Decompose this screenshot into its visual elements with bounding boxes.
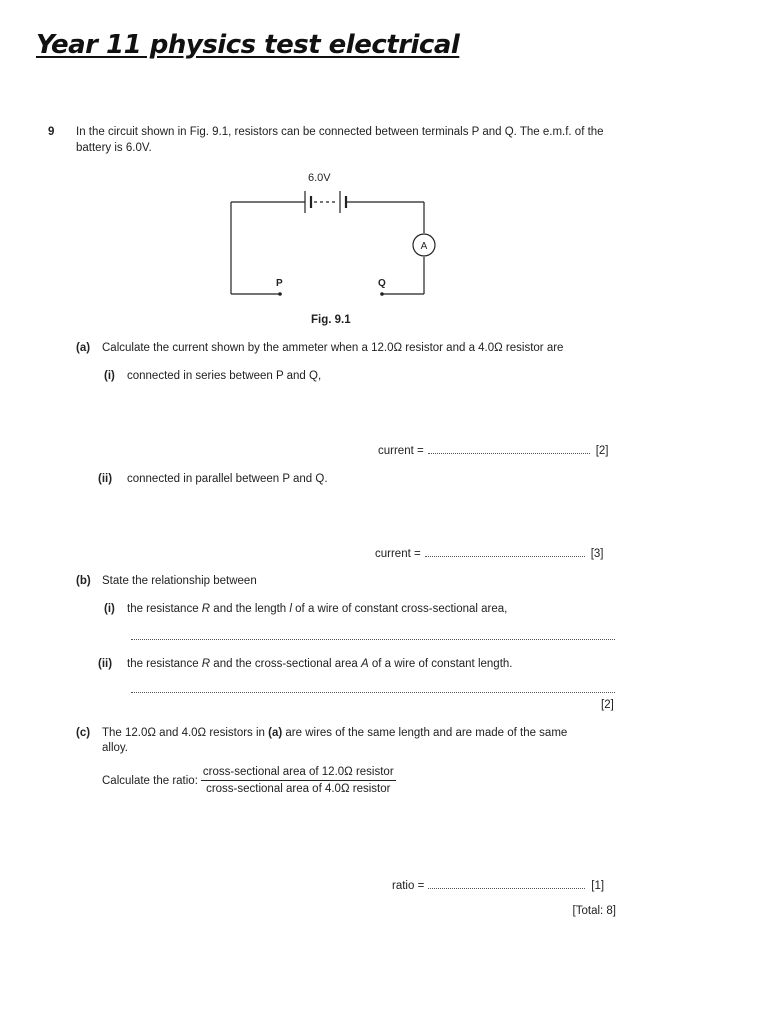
ratio-denominator: cross-sectional area of 4.0Ω resistor <box>206 783 391 795</box>
part-b-ii-answer-line[interactable] <box>131 692 615 693</box>
part-a-i-answer-field[interactable] <box>428 444 590 454</box>
part-a-i-label: (i) <box>104 370 115 382</box>
terminal-p-label: P <box>276 278 283 289</box>
terminal-q-dot <box>380 292 384 296</box>
ratio-fraction <box>201 765 396 796</box>
part-a-ii-answer-row <box>375 546 604 562</box>
part-c-text-line2: alloy. <box>102 742 128 754</box>
part-a-ii-answer-field[interactable] <box>425 547 585 557</box>
figure-caption: Fig. 9.1 <box>311 314 351 326</box>
part-b-text: State the relationship between <box>102 575 257 587</box>
part-a-ii-marks: [3] <box>590 548 604 560</box>
circuit-diagram <box>220 165 450 305</box>
part-b-i-label: (i) <box>104 603 115 615</box>
part-c-marks: [1] <box>591 880 605 892</box>
variable-r: R <box>201 658 211 670</box>
ratio-prompt: Calculate the ratio: <box>102 774 198 787</box>
part-b-ii-text: the resistance R and the cross-sectional area A of a wire of constant length. <box>127 658 513 670</box>
part-a-i-answer-row <box>378 443 609 459</box>
question-number: 9 <box>48 126 55 138</box>
part-a-ii-text: connected in parallel between P and Q. <box>127 473 328 485</box>
variable-a: A <box>360 658 369 670</box>
part-a-i-marks: [2] <box>595 445 609 457</box>
total-marks: [Total: 8] <box>572 905 616 917</box>
part-b-i-text: the resistance R and the length l of a wire of constant cross-sectional area, <box>127 603 508 615</box>
part-c-answer-row <box>392 878 604 894</box>
ammeter-label: A <box>420 241 428 252</box>
terminal-p-dot <box>278 292 282 296</box>
terminal-q-label: Q <box>378 278 386 289</box>
variable-r: R <box>201 603 211 615</box>
ratio-numerator: cross-sectional area of 12.0Ω resistor <box>201 765 396 781</box>
variable-l: l <box>289 603 292 615</box>
part-a-text: Calculate the current shown by the ammeter when a 12.0Ω resistor and a 4.0Ω resistor are <box>102 342 564 354</box>
part-b-label: (b) <box>76 575 91 587</box>
part-b-i-answer-line[interactable] <box>131 639 615 640</box>
part-a-ii-answer-label: current = <box>375 548 421 560</box>
part-c-answer-field[interactable] <box>428 879 585 889</box>
battery-label: 6.0V <box>308 172 331 184</box>
ratio-expression <box>102 765 396 796</box>
question-intro: In the circuit shown in Fig. 9.1, resistors can be connected between terminals P and Q. The e.m.f. of the battery is 6.0V. <box>76 126 604 154</box>
part-a-ii-label: (ii) <box>98 473 113 485</box>
page-title: Year 11 physics test electrical <box>36 30 460 60</box>
part-c-label: (c) <box>76 727 91 739</box>
part-c-answer-label: ratio = <box>392 880 425 892</box>
part-a-label: (a) <box>76 342 91 354</box>
part-b-marks: [2] <box>601 699 614 711</box>
part-c-text: The 12.0Ω and 4.0Ω resistors in (a) are wires of the same length and are made of the same <box>102 727 568 739</box>
part-a-i-answer-label: current = <box>378 445 424 457</box>
part-b-ii-label: (ii) <box>98 658 113 670</box>
part-a-i-text: connected in series between P and Q, <box>127 370 322 382</box>
